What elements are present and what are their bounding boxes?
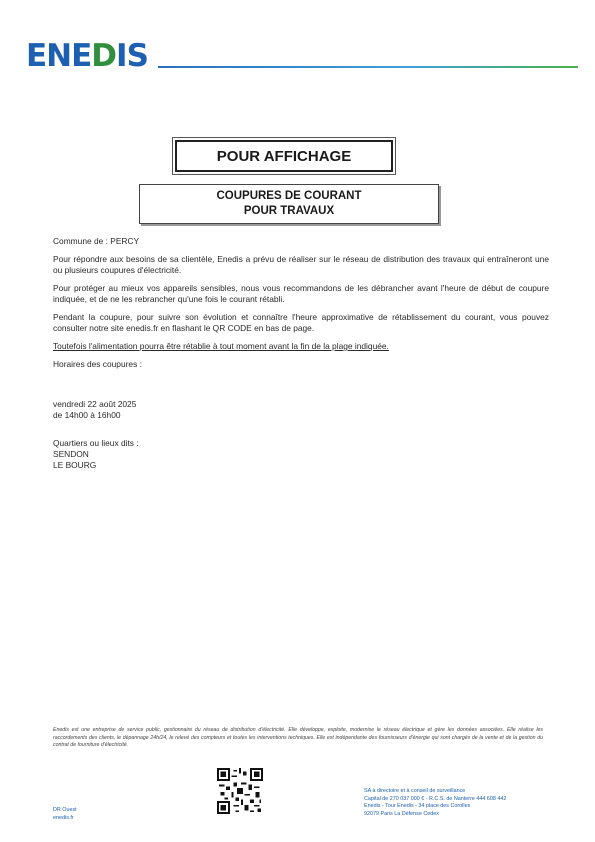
schedule-label: Horaires des coupures :	[53, 359, 142, 369]
schedule-time: de 14h00 à 16h00	[53, 410, 121, 420]
notice-title-box	[139, 184, 439, 224]
schedule-date: vendredi 22 août 2025	[53, 399, 137, 409]
logo-text-part3: IS	[116, 38, 148, 74]
paragraph-restore: Toutefois l'alimentation pourra être rétablie à tout moment avant la fin de la plage indiquée.	[53, 341, 389, 351]
paragraph-needs: Pour répondre aux besoins de sa clientèle, Enedis a prévu de réaliser sur le réseau de distribution des travaux qui entraîneront une ou plusieurs coupures d'électricité.	[53, 254, 549, 275]
posting-title: POUR AFFICHAGE	[216, 147, 352, 165]
place-item: SENDON	[53, 449, 89, 459]
places-label: Quartiers ou lieux dits :	[53, 438, 139, 448]
legal-line: SA à directoire et à conseil de surveillance	[364, 788, 466, 794]
logo-text-part2: D	[91, 38, 117, 74]
region-label: DR Ouest	[53, 807, 77, 813]
qr-code[interactable]	[217, 768, 263, 814]
commune-line: Commune de : PERCY	[53, 236, 140, 246]
legal-line: 92079 Paris La Défense Cedex	[364, 810, 439, 817]
paragraph-appliances: Pour protéger au mieux vos appareils sensibles, nous vous recommandons de les débrancher avant l'heure de début de coupure indiquée, et de ne les rebrancher qu'une fois le courant rétabli.	[53, 283, 549, 304]
notice-title-line1: COUPURES DE COURANT	[216, 190, 362, 202]
place-item: LE BOURG	[53, 460, 97, 470]
posting-title-box	[175, 140, 393, 172]
website-link[interactable]: enedis.fr	[53, 814, 74, 821]
legal-line: Capital de 270 037 000 € - R.C.S. de Nanterre 444 608 442	[364, 795, 507, 802]
places-block	[53, 438, 549, 471]
footer-corner	[53, 807, 77, 822]
notice-title-line2: POUR TRAVAUX	[243, 205, 335, 217]
logo-text-part1: ENE	[26, 38, 92, 74]
schedule-block	[53, 399, 549, 421]
notice-body	[53, 236, 549, 471]
footer-note: Enedis est une entreprise de service public, gestionnaire du réseau de distribution d'électricité. Elle développe, exploite, modernise le réseau électrique et gère les données associées. Elle réalise les raccordements des clients, le dépannage 24h/24, le relevé des compteurs et toutes les interventions techniques. Elle est indépendante des fournisseurs d'énergie qui sont chargés de la vente et de la gestion du contrat de fourniture d'électricité.	[53, 727, 543, 748]
legal-line: Enedis - Tour Enedis - 34 place des Corolles	[364, 803, 471, 810]
header-rule	[158, 66, 578, 68]
legal-info	[364, 788, 564, 818]
enedis-logo	[26, 38, 148, 74]
paragraph-tracking: Pendant la coupure, pour suivre son évolution et connaître l'heure approximative de rétablissement du courant, vous pouvez consulter notre site enedis.fr en flashant le QR CODE en bas de page.	[53, 312, 549, 333]
